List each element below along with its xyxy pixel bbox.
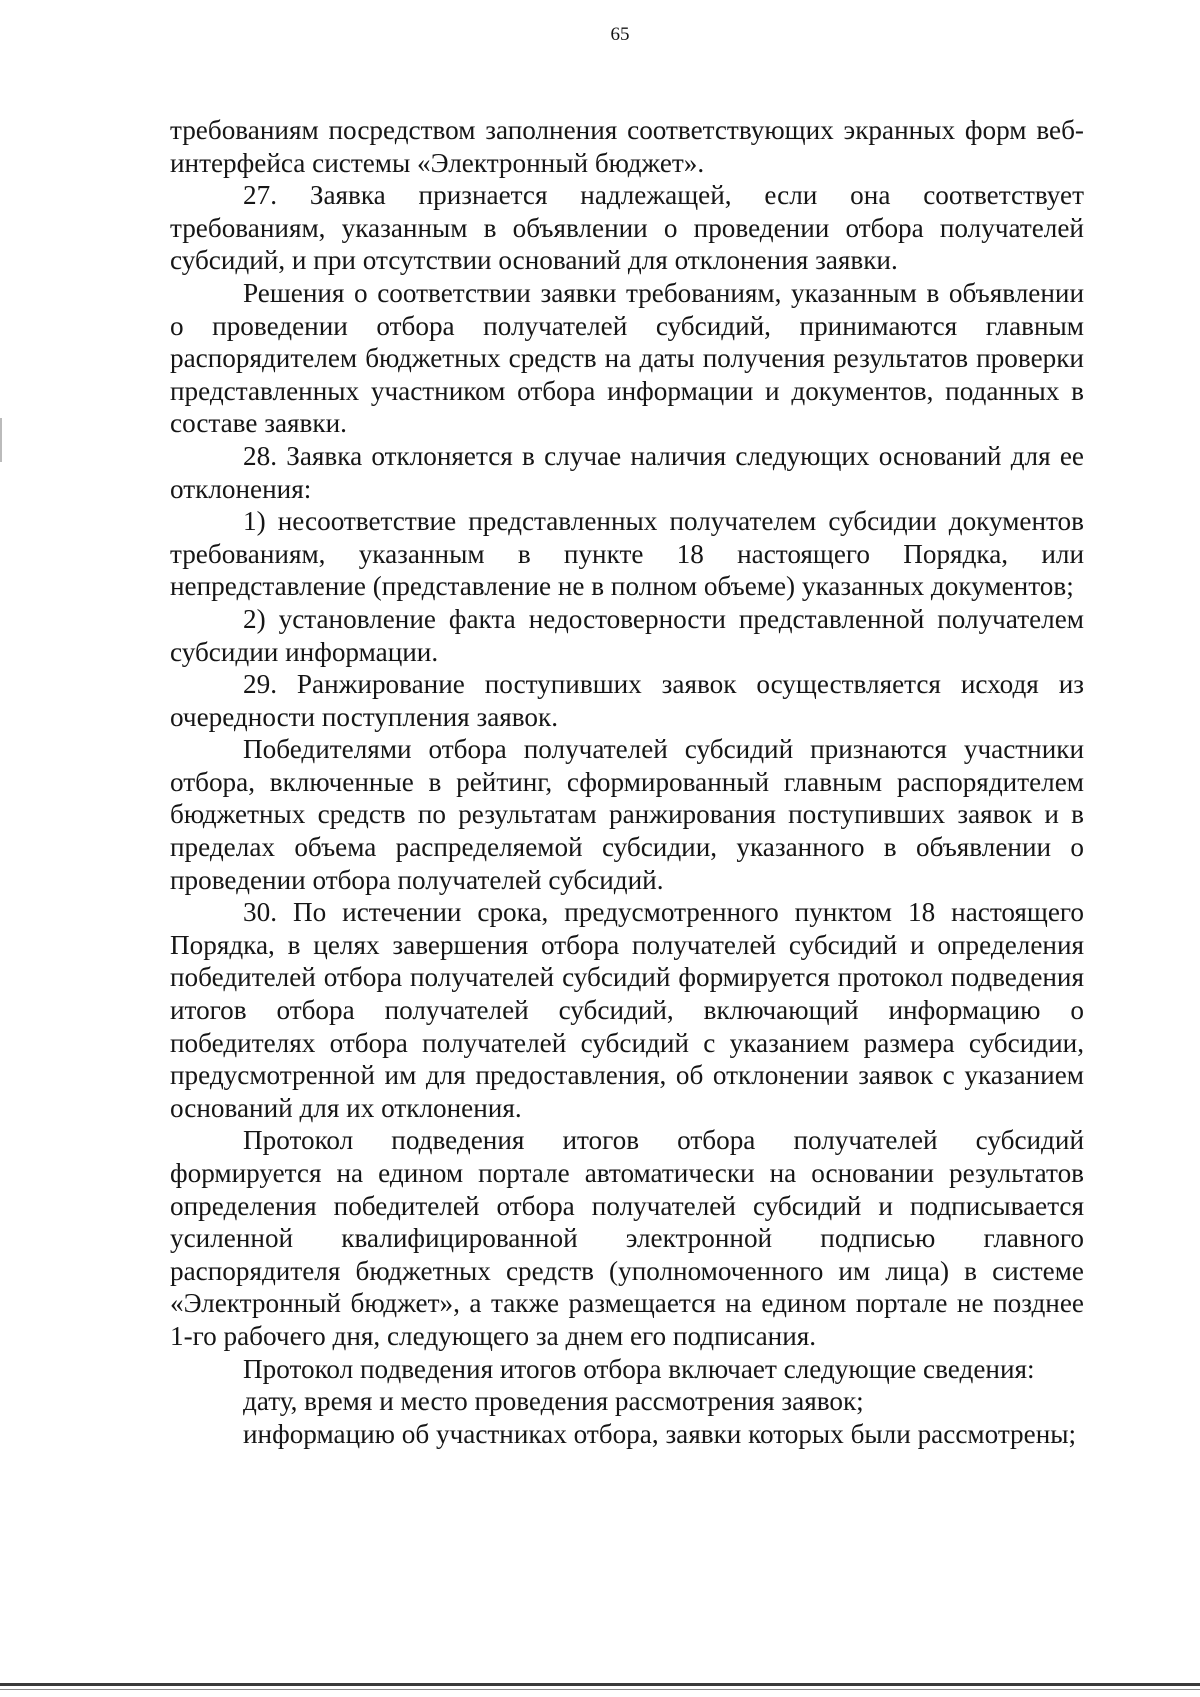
- paragraph: Протокол подведения итогов отбора включает следующие сведения:: [243, 1353, 1035, 1384]
- document-body: [170, 114, 1084, 1450]
- paragraph: Победителями отбора получателей субсидий признаются участники отбора, включенные в рейтинг, сформированный главным распорядителем бюджетных средств по результатам ранжирования поступивших заявок и в пределах объема распределяемой субсидии, указанного в объявлении о проведении отбора получателей субсидий.: [170, 734, 1084, 895]
- scan-bottom-border: [0, 1683, 1200, 1686]
- paragraph: 28. Заявка отклоняется в случае наличия следующих оснований для ее отклонения:: [170, 440, 1084, 504]
- paragraph: дату, время и место проведения рассмотрения заявок;: [243, 1386, 864, 1417]
- paragraph: 27. Заявка признается надлежащей, если она соответствует требованиям, указанным в объявлении о проведении отбора получателей субсидий, и при отсутствии оснований для отклонения заявки.: [170, 180, 1084, 276]
- paragraph: 2) установление факта недостоверности представленной получателем субсидии информации.: [170, 603, 1084, 667]
- paragraph: 1) несоответствие представленных получателем субсидии документов требованиям, указанным в пункте 18 настоящего Порядка, или непредставление (представление не в полном объеме) указанных документов;: [170, 506, 1084, 602]
- scan-bottom-border-thin: [0, 1689, 1200, 1690]
- paragraph: 30. По истечении срока, предусмотренного пунктом 18 настоящего Порядка, в целях завершения отбора получателей субсидий и определения победителей отбора получателей субсидий формируется протокол подведения итогов отбора получателей субсидий, включающий информацию о победителях отбора получателей субсидий с указанием размера субсидии, предусмотренной им для предоставления, об отклонении заявок с указанием оснований для их отклонения.: [170, 897, 1084, 1123]
- scan-margin-mark: [0, 418, 2, 462]
- paragraph: информацию об участниках отбора, заявки которых были рассмотрены;: [243, 1418, 1077, 1449]
- page-number: 65: [610, 24, 630, 45]
- paragraph: требованиям посредством заполнения соответствующих экранных форм веб-интерфейса системы «Электронный бюджет».: [170, 115, 1084, 178]
- paragraph: Решения о соответствии заявки требованиям, указанным в объявлении о проведении отбора получателей субсидий, принимаются главным распорядителем бюджетных средств на даты получения результатов проверки представленных участником отбора информации и документов, поданных в составе заявки.: [170, 277, 1084, 439]
- paragraph: Протокол подведения итогов отбора получателей субсидий формируется на едином портале автоматически на основании результатов определения победителей отбора получателей субсидий и подписывается усиленной квалифицированной электронной подписью главного распорядителя бюджетных средств (уполномоченного им лица) в системе «Электронный бюджет», а также размещается на едином портале не позднее 1-го рабочего дня, следующего за днем его подписания.: [170, 1125, 1084, 1351]
- paragraph: 29. Ранжирование поступивших заявок осуществляется исходя из очередности поступления заявок.: [170, 669, 1084, 732]
